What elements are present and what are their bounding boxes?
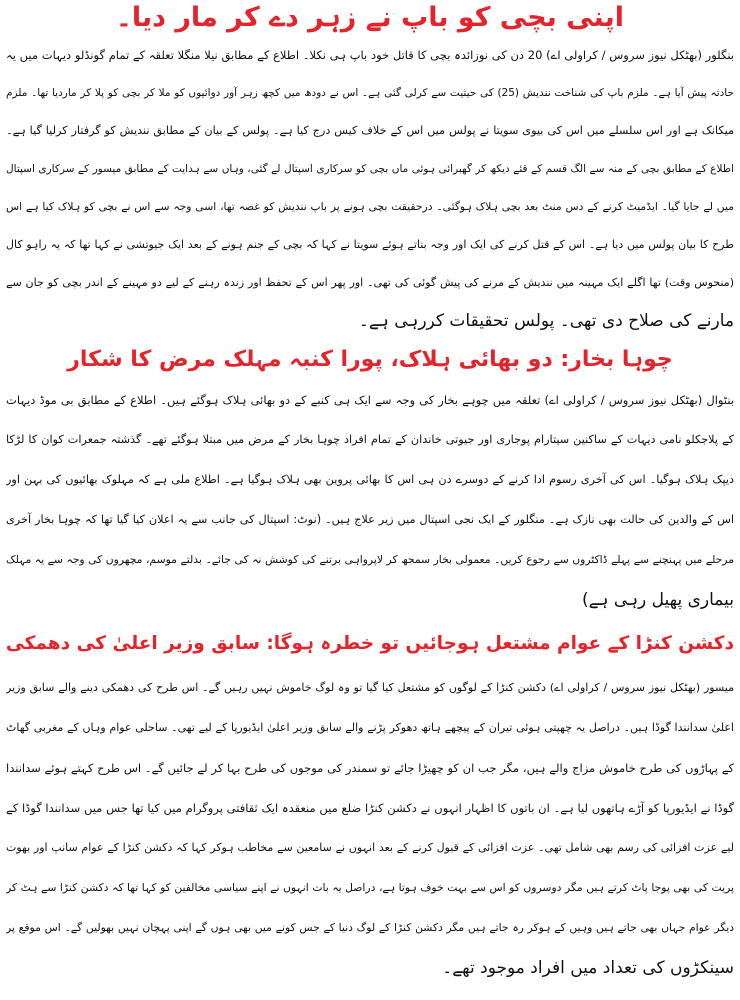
headline-rat-fever: چوہا بخار: دو بھائی ہلاک، پورا کنبہ مہلک مرض کا شکار <box>67 347 673 372</box>
article-line: گوڈا نے ایڈیورپا کو آڑے ہاتھوں لیا ہے۔ ان باتوں کا اظہار انہوں نے دکشن کنڑا ضلع میں منعقدہ ایک ثقافتی پروگرام میں کیا تھا جس میں سدانندا گوڈا کے <box>6 801 734 815</box>
article-line: میسور (بھٹکل نیوز سروس / کراولی اے) دکشن کنڑا کے لوگوں کو مشتعل کیا گیا تو وہ لوگ خاموش نہیں رہیں گے۔ اس طرح کی دھمکی دینے والے سابق وزیر <box>6 681 734 694</box>
article-line: پریت کی بھی پوجا پاٹ کرتے ہیں مگر دوسروں کو اس سے بہت خوف ہوتا ہے، دراصل یہ بات انہوں نے اپنے سیاسی مخالفین کو کہا تھا کہ دکشن کنڑا سے ہٹ کر <box>6 881 734 894</box>
article-line: (منحوس وقت) تھا اگلے ایک مہینہ میں نندیش کے مرنے کی پیش گوئی کی تھی۔ اور پھر اس کے تحفظ اور زندہ رہنے کے لیے دو مہینے کے اندر بچی کو جان سے <box>6 276 734 289</box>
article-line: میکانک ہے اور اس سلسلے میں اس کی بیوی سویتا نے پولس میں اس کے خلاف کیس درج کیا ہے۔ پولس کے بیان کے مطابق نندیش کو گرفتار کرلیا گیا ہے۔ <box>6 124 734 137</box>
article-line: کے پہاڑوں کی طرح خاموش مزاج والے ہیں، مگر جب ان کو چھیڑا جائے تو سمندر کی موجوں کی طرح بہا کر لے جائیں گے۔ اس طرح کہتے ہوئے سدانندا <box>6 761 734 775</box>
news-article-bangalore <box>0 36 740 340</box>
article-line: اعلیٰ سدانندا گوڈا ہیں۔ دراصل یہ چھپتی ہوئی تیران کے پیچھے ہاتھ دھوکر پڑنے والے سابق وزیر اعلیٰ ایڈیورپا کے لیے تھی۔ ساحلی عوام وہاں کے مغربی گھاٹ <box>6 721 734 734</box>
article-line: دیگر عوام جہاں بھی جاتے ہیں وہیں کے ہوکر رہ جاتے ہیں مگر دکشن کنڑا کے لوگ دنیا کے جس کونے میں بھی ہوں گے اپنی پہچان نہیں بھولیں گے۔ اس موقع پر <box>6 921 734 934</box>
news-article-mysore <box>0 668 740 988</box>
article-line: بیماری پھیل رہی ہے) <box>581 590 734 610</box>
article-line: حادثہ پیش آیا ہے۔ ملزم باپ کی شناخت نندیش (25) کی حیثیت سے کرلی گئی ہے۔ اس نے دودھ میں کچھ زہر آور دوائیوں کو ملا کر بچی کو پلا کر ماردیا تھا۔ ملزم <box>6 87 734 99</box>
article-line: لیے عزت افزائی کی رسم بھی شامل تھی۔ عزت افزائی کے قبول کرنے کے بعد انہوں نے سامعین سے مخاطب ہوکر کہا کہ دکشن کنڑا کے عوام سانپ اور بھوت <box>6 841 734 854</box>
article-line: دیپک ہلاک ہوگیا۔ اس کی آخری رسوم ادا کرنے کے دوسرے دن ہی اس کا بھائی پروین بھی ہلاک ہوگیا ہے۔ اطلاع ملی ہے کہ مہلوک بھائیوں کی بہن اور <box>6 473 734 486</box>
headline-father-poisons-daughter: اپنی بچی کو باپ نے زہر دے کر مار دیا۔ <box>116 2 624 33</box>
article-line: اطلاع کے مطابق بچی کے منہ سے الگ قسم کے قئے دیکھ کر گھبرائی ہوئی ماں بچی کو سرکاری اسپتال لے گئی، وہاں سے ہدایت کے مطابق میسور کے سرکاری اسپتال <box>6 163 734 175</box>
article-line: اس کے والدین کی حالت بھی نازک ہے۔ منگلور کے ایک نجی اسپتال میں زیر علاج ہیں۔ (نوٹ: اسپتال کی جانب سے یہ اعلان کیا گیا تھا کہ چوہا بخار آخری <box>6 513 734 526</box>
news-article-bantwal <box>0 380 740 620</box>
article-line: طرح کا بیان پولس میں دیا ہے۔ اس کے قتل کرنے کی ایک اور وجہ بتاتے ہوئے سویتا نے کہا کہ بچی کے جنم ہونے کے بعد ایک جیوتشی نے کہا تھا کہ یہ راہو کال <box>6 238 734 251</box>
article-line: بنگلور (بھٹکل نیوز سروس / کراولی اے) 20 دن کی نوزائدہ بچی کا قاتل خود باپ ہی نکلا۔ اطلاع کے مطابق نیلا منگلا تعلقہ کے تمام گونڈلو دیہات میں یہ <box>6 48 734 62</box>
headline-former-cm-warning: دکشن کنڑا کے عوام مشتعل ہوجائیں تو خطرہ ہوگا: سابق وزیر اعلیٰ کی دھمکی <box>5 633 734 654</box>
article-line: کے پلاجکلو نامی دیہات کے ساکنین سیتارام پوجاری اور جیوتی خاندان کے تمام افراد چوہا بخار کے مرض میں مبتلا ہوگئے تھے۔ گذشتہ جمعرات کوان کا لڑکا <box>6 433 734 446</box>
article-line: مارنے کی صلاح دی تھی۔ پولس تحقیقات کررہی ہے۔ <box>358 311 734 331</box>
article-line: سینکڑوں کی تعداد میں افراد موجود تھے۔ <box>442 958 734 978</box>
article-line: مرحلے میں پہنچنے سے پہلے ڈاکٹروں سے رجوع کریں۔ معمولی بخار سمجھ کر لاپرواہی برتنے کی کوشش نہ کی جائے۔ بدلتے موسم، مچھروں کی وجہ سے یہ مہلک <box>6 553 734 566</box>
article-line: میں لے جایا گیا۔ ایڈمیٹ کرنے کے دس منٹ بعد بچی ہلاک ہوگئی۔ درحقیقت بچی ہونے پر باپ نندیش کو غصہ تھا، اسی وجہ سے اس نے بچی کو ہلاک کیا ہے اس <box>6 200 734 213</box>
article-line: بنٹوال (بھٹکل نیوز سروس / کراولی اے) تعلقہ میں چوہے بخار کی وجہ سے ایک ہی کنبے کے دو بھائی ہلاک ہوگئے ہیں۔ اطلاع کے مطابق بی موڈ دیہات <box>6 393 734 407</box>
